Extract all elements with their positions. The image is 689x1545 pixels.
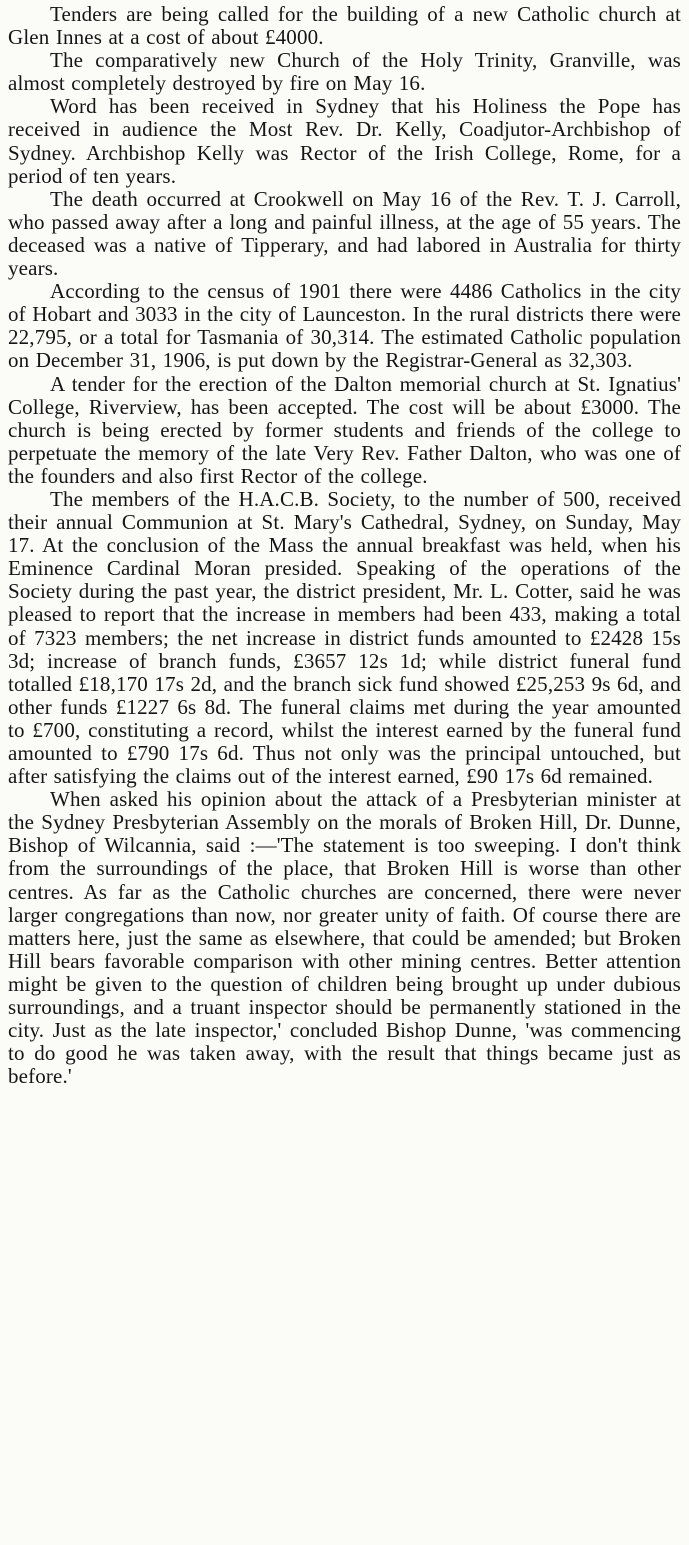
- news-column: [8, 3, 681, 1088]
- news-item-broken-hill: When asked his opinion about the attack of a Presbyterian minister at the Sydney Presbyterian Assembly on the morals of Broken Hill, Dr. Dunne, Bishop of Wilcannia, said :—'The statement is too sweeping. I don't think from the surroundings of the place, that Broken Hill is worse than other centres. As far as the Catholic churches are concerned, there were never larger congregations than now, nor greater unity of faith. Of course there are matters here, just the same as elsewhere, that could be amended; but Broken Hill bears favorable comparison with other mining centres. Better attention might be given to the question of children being brought up under dubious surroundings, and a truant inspector should be permanently stationed in the city. Just as the late inspector,' concluded Bishop Dunne, 'was commencing to do good he was taken away, with the result that things became just as before.': [8, 787, 681, 1089]
- news-item-dalton-memorial: A tender for the erection of the Dalton memorial church at St. Ignatius' College, Riverview, has been accepted. The cost will be about £3000. The church is being erected by former students and friends of the college to perpetuate the memory of the late Very Rev. Father Dalton, who was one of the founders and also first Rector of the college.: [8, 371, 681, 488]
- news-item-tasmania-census: According to the census of 1901 there were 4486 Catholics in the city of Hobart and 3033 in the city of Launceston. In the rural districts there were 22,795, or a total for Tasmania of 30,314. The estimated Catholic population on December 31, 1906, is put down by the Registrar-General as 32,303.: [8, 279, 681, 373]
- news-item-glen-innes-tender: Tenders are being called for the building of a new Catholic church at Glen Innes at a cost of about £4000.: [8, 2, 681, 50]
- news-item-death-notice: The death occurred at Crookwell on May 16 of the Rev. T. J. Carroll, who passed away after a long and painful illness, at the age of 55 years. The deceased was a native of Tipperary, and had labored in Australia for thirty years.: [8, 186, 681, 281]
- news-item-granville-fire: The comparatively new Church of the Holy Trinity, Granville, was almost completely destroyed by fire on May 16.: [8, 48, 681, 96]
- news-item-hacb-society: The members of the H.A.C.B. Society, to the number of 500, received their annual Communion at St. Mary's Cathedral, Sydney, on Sunday, May 17. At the conclusion of the Mass the annual breakfast was held, when his Eminence Cardinal Moran presided. Speaking of the operations of the Society during the past year, the district president, Mr. L. Cotter, said he was pleased to report that the increase in members had been 433, making a total of 7323 members; the net increase in district funds amounted to £2428 15s 3d; increase of branch funds, £3657 12s 1d; while district funeral fund totalled £18,170 17s 2d, and the branch sick fund showed £25,253 9s 6d, and other funds £1227 6s 8d. The funeral claims met during the year amounted to £700, constituting a record, whilst the interest earned by the funeral fund amounted to £790 17s 6d. Thus not only was the principal untouched, but after satisfying the claims out of the interest earned, £90 17s 6d remained.: [8, 486, 681, 789]
- news-item-papal-audience: Word has been received in Sydney that his Holiness the Pope has received in audience the Most Rev. Dr. Kelly, Coadjutor-Archbishop of Sydney. Archbishop Kelly was Rector of the Irish College, Rome, for a period of ten years.: [8, 94, 681, 188]
